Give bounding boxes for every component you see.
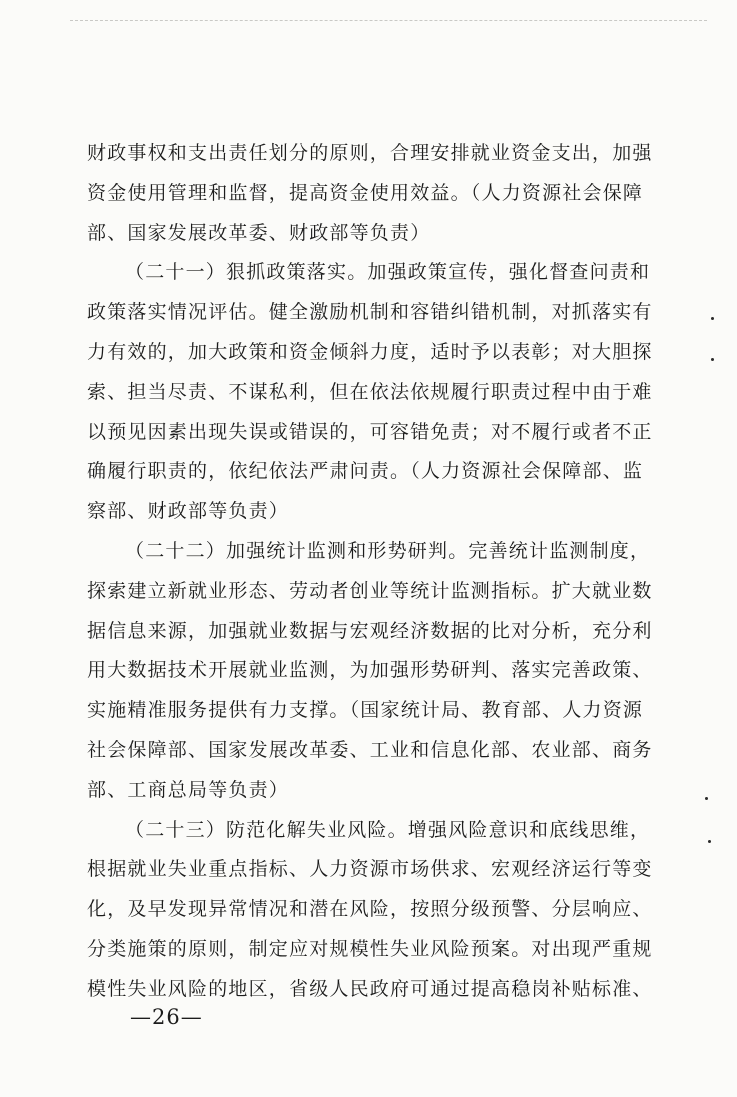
scan-speck (708, 840, 711, 843)
text-line: 以预见因素出现失误或错误的，可容错免责；对不履行或者不正 (87, 420, 653, 443)
scan-speck (711, 317, 714, 320)
scan-speck (705, 797, 708, 800)
text-line: 实施精准服务提供有力支撑。（国家统计局、教育部、人力资源 (87, 699, 644, 722)
text-line: 财政事权和支出责任划分的原则，合理安排就业资金支出，加强 (87, 142, 653, 164)
top-border-line (70, 20, 707, 21)
text-line: 化，及早发现异常情况和潜在风险，按照分级预警、分层响应、 (87, 898, 653, 921)
text-line: 确履行职责的，依纪依法严肃问责。（人力资源社会保障部、监 (87, 460, 644, 483)
page-number: —26— (130, 1005, 203, 1029)
text-line: 索、担当尽责、不谋私利，但在依法依规履行职责过程中由于难 (87, 380, 653, 403)
text-line: 据信息来源，加强就业数据与宏观经济数据的比对分析，充分利 (87, 619, 653, 642)
text-line: 模性失业风险的地区，省级人民政府可通过提高稳岗补贴标准、 (87, 977, 653, 1000)
text-line: 分类施策的原则，制定应对规模性失业风险预案。对出现严重规 (87, 937, 653, 960)
text-line: 力有效的，加大政策和资金倾斜力度，适时予以表彰；对大胆探 (87, 340, 653, 363)
text-line: 察部、财政部等负责） (87, 500, 290, 523)
text-line: 用大数据技术开展就业监测，为加强形势研判、落实完善政策、 (87, 659, 653, 682)
text-line: 部、国家发展改革委、财政部等负责） (87, 221, 431, 244)
text-line: 社会保障部、国家发展改革委、工业和信息化部、农业部、商务 (87, 738, 653, 761)
section-heading-22: （二十二）加强统计监测和形势研判。完善统计监测制度， (125, 539, 651, 562)
scan-speck (711, 358, 714, 361)
text-line: 资金使用管理和监督，提高资金使用效益。（人力资源社会保障 (87, 181, 644, 204)
section-heading-21: （二十一）狠抓政策落实。加强政策宣传，强化督查问责和 (125, 261, 651, 284)
text-line: 根据就业失业重点指标、人力资源市场供求、宏观经济运行等变 (87, 858, 653, 881)
text-line: 政策落实情况评估。健全激励机制和容错纠错机制，对抓落实有 (87, 301, 653, 324)
document-body (87, 142, 672, 1018)
text-line: 探索建立新就业形态、劳动者创业等统计监测指标。扩大就业数 (87, 579, 653, 602)
text-line: 部、工商总局等负责） (87, 778, 290, 801)
section-heading-23: （二十三）防范化解失业风险。增强风险意识和底线思维， (125, 818, 651, 841)
